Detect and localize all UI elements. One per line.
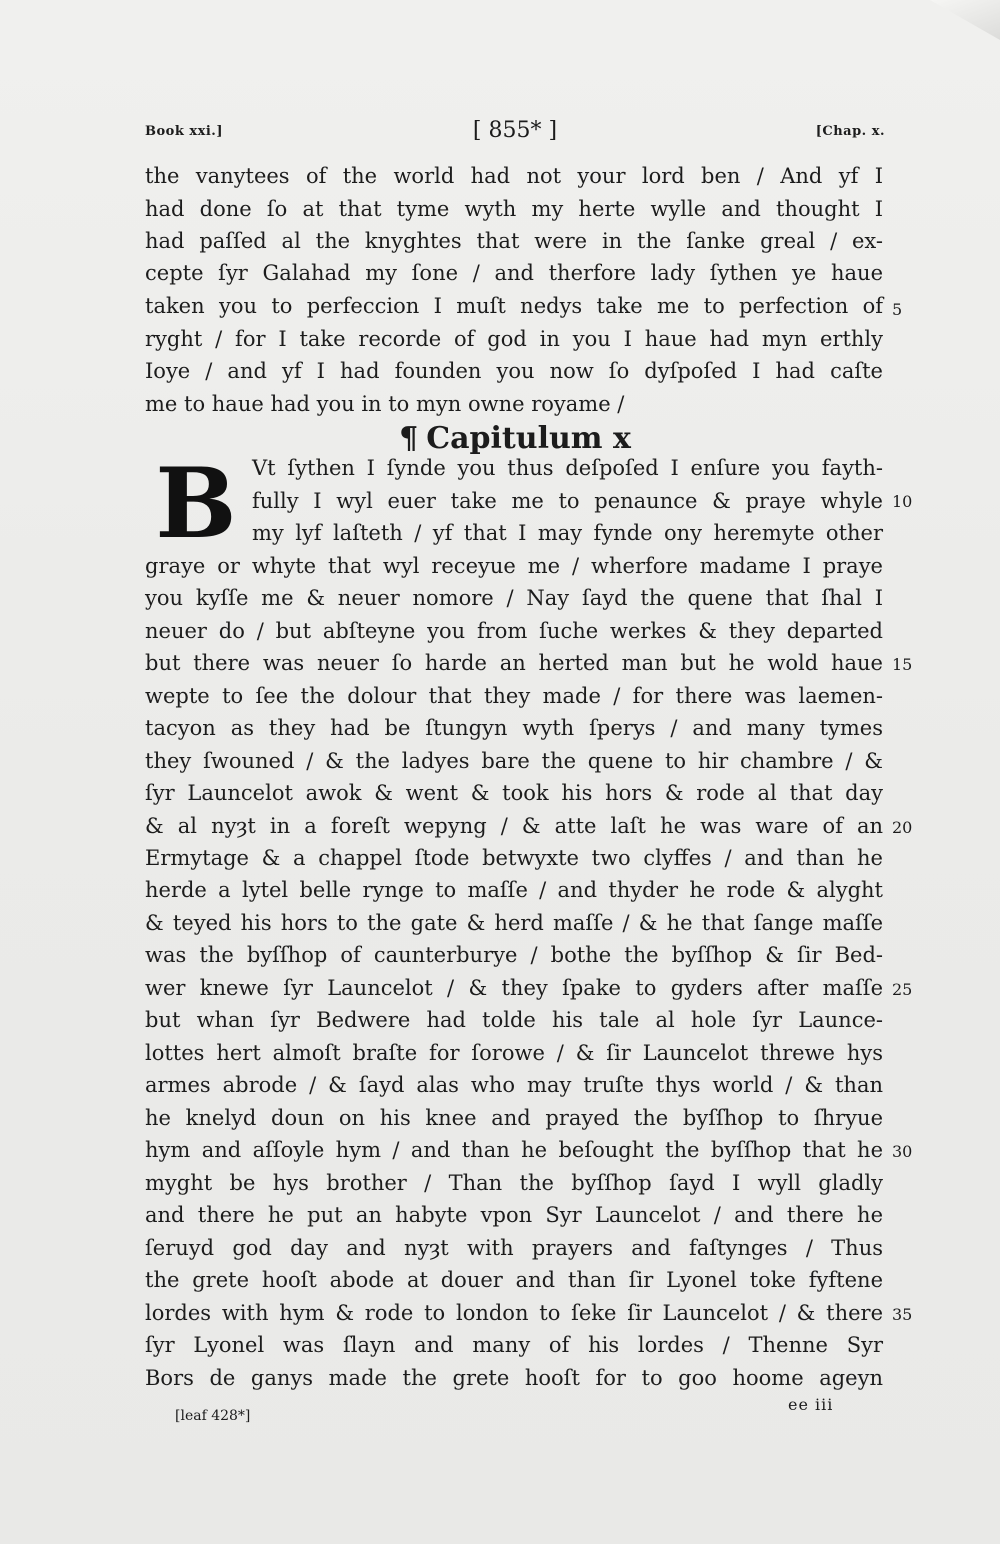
- text-line: they ſwouned / & the ladyes bare the quene to hir chambre / &: [145, 749, 883, 773]
- text-line: Bors de ganys made the grete hooſt for to goo hoome ageyn: [145, 1366, 883, 1390]
- text-line: me to haue had you in to myn owne royame /: [145, 392, 625, 416]
- line-number: 30: [892, 1142, 913, 1161]
- running-header: [145, 118, 885, 150]
- line-number: 5: [892, 300, 903, 319]
- text-line: Ermytage & a chappel ſtode betwyxte two clyffes / and than he: [145, 846, 883, 870]
- text-line: lottes hert almoſt braſte for ſorowe / & ſir Launcelot threwe hys: [145, 1041, 883, 1065]
- line-number: 35: [892, 1305, 913, 1324]
- text-line: taken you to perfeccion I muſt nedys take me to perfection of: [145, 294, 883, 318]
- page-corner-fold: [930, 0, 1000, 40]
- text-line: had paſſed al the knyghtes that were in the ſanke greal / ex-: [145, 229, 883, 253]
- text-line: armes abrode / & ſayd alas who may truſte thys world / & than: [145, 1073, 883, 1097]
- text-line: but there was neuer ſo harde an herted man but he wold haue: [145, 651, 883, 675]
- text-line: & teyed his hors to the gate & herd maſſe / & he that ſange maſſe: [145, 911, 883, 935]
- text-line: myght be hys brother / Than the byſſhop ſayd I wyll gladly: [145, 1171, 883, 1195]
- text-line: wepte to ſee the dolour that they made / for there was laemen-: [145, 684, 883, 708]
- header-chapter: [Chap. x.: [815, 124, 885, 139]
- footer-leaf-reference: [leaf 428*]: [175, 1408, 251, 1424]
- line-number: 10: [892, 492, 913, 511]
- text-line: he knelyd doun on his knee and prayed the byſſhop to ſhryue: [145, 1106, 883, 1130]
- text-line: my lyf laſteth / yf that I may fynde ony heremyte other: [252, 521, 883, 545]
- line-number: 15: [892, 655, 913, 674]
- text-line: and there he put an habyte vpon Syr Launcelot / and there he: [145, 1203, 883, 1227]
- text-line: lordes with hym & rode to london to ſeke ſir Launcelot / & there: [145, 1301, 883, 1325]
- footer-signature: ee iii: [788, 1395, 834, 1414]
- text-line: & al nyȝt in a foreſt wepyng / & atte laſt he was ware of an: [145, 814, 883, 838]
- header-book: Book xxi.]: [145, 124, 223, 139]
- drop-cap-initial: B: [155, 447, 237, 560]
- text-line: ſeruyd god day and nyȝt with prayers and faſtynges / Thus: [145, 1236, 883, 1260]
- chapter-heading: [145, 421, 885, 456]
- text-line: Vt ſythen I ſynde you thus deſpoſed I enſure you fayth-: [252, 456, 883, 480]
- text-line: the vanytees of the world had not your lord ben / And yf I: [145, 164, 883, 188]
- text-line: hym and aſſoyle hym / and than he beſought the byſſhop that he: [145, 1138, 883, 1162]
- text-line: was the byſſhop of caunterburye / bothe the byſſhop & ſir Bed-: [145, 943, 883, 967]
- text-line: ſyr Launcelot awok & went & took his hors & rode al that day: [145, 781, 883, 805]
- text-line: neuer do / but abſteyne you from ſuche werkes & they departed: [145, 619, 883, 643]
- text-line: fully I wyl euer take me to penaunce & praye whyle: [252, 489, 883, 513]
- text-line: the grete hooſt abode at douer and than ſir Lyonel toke fyftene: [145, 1268, 883, 1292]
- text-line: but whan ſyr Bedwere had tolde his tale al hole ſyr Launce-: [145, 1008, 883, 1032]
- line-number: 20: [892, 818, 913, 837]
- text-line: wer knewe ſyr Launcelot / & they ſpake to gyders after maſſe: [145, 976, 883, 1000]
- text-line: you kyſſe me & neuer nomore / Nay ſayd the quene that ſhal I: [145, 586, 883, 610]
- header-page-number: [ 855* ]: [472, 118, 558, 143]
- text-line: tacyon as they had be ſtungyn wyth ſperys / and many tymes: [145, 716, 883, 740]
- chapter-title: Capitulum x: [426, 421, 631, 456]
- text-line: had done ſo at that tyme wyth my herte wylle and thought I: [145, 197, 883, 221]
- text-line: cepte ſyr Galahad my ſone / and therfore lady ſythen ye haue: [145, 261, 883, 285]
- text-line: graye or whyte that wyl receyue me / wherfore madame I praye: [145, 554, 883, 578]
- line-number: 25: [892, 980, 913, 999]
- text-line: herde a lytel belle rynge to maſſe / and thyder he rode & alyght: [145, 878, 883, 902]
- text-line: ſyr Lyonel was ſlayn and many of his lordes / Thenne Syr: [145, 1333, 883, 1357]
- text-line: ryght / for I take recorde of god in you I haue had myn erthly: [145, 327, 883, 351]
- paragraph-mark: ¶: [399, 421, 419, 456]
- text-line: Ioye / and yf I had founden you now ſo dyſpoſed I had caſte: [145, 359, 883, 383]
